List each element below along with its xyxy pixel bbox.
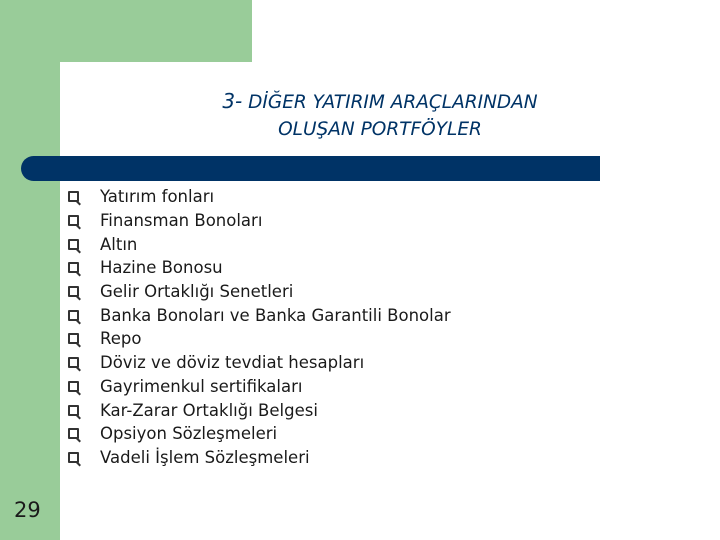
hollow-square-bullet-icon (68, 428, 79, 439)
list-item (68, 209, 451, 233)
list-item (68, 303, 451, 327)
hollow-square-bullet-icon (68, 333, 79, 344)
title-line-1 (100, 88, 660, 116)
list-item (68, 185, 451, 209)
list-item (68, 280, 451, 304)
title-number: 3- (222, 89, 243, 113)
bullet-list (68, 185, 451, 469)
list-item-text: Gayrimenkul sertifikaları (100, 376, 303, 396)
hollow-square-bullet-icon (68, 357, 79, 368)
green-top-band (0, 0, 252, 62)
list-item (68, 351, 451, 375)
list-item-text: Vadeli İşlem Sözleşmeleri (100, 447, 310, 467)
list-item (68, 327, 451, 351)
hollow-square-bullet-icon (68, 191, 79, 202)
list-item (68, 375, 451, 399)
green-side-band (0, 0, 60, 540)
list-item-text: Hazine Bonosu (100, 258, 223, 278)
hollow-square-bullet-icon (68, 310, 79, 321)
hollow-square-bullet-icon (68, 381, 79, 392)
hollow-square-bullet-icon (68, 405, 79, 416)
list-item (68, 422, 451, 446)
hollow-square-bullet-icon (68, 452, 79, 463)
hollow-square-bullet-icon (68, 262, 79, 273)
hollow-square-bullet-icon (68, 239, 79, 250)
list-item-text: Gelir Ortaklığı Senetleri (100, 282, 294, 302)
list-item (68, 446, 451, 470)
hollow-square-bullet-icon (68, 286, 79, 297)
list-item-text: Altın (100, 234, 138, 254)
list-item (68, 398, 451, 422)
list-item-text: Banka Bonoları ve Banka Garantili Bonolar (100, 305, 451, 325)
list-item-text: Döviz ve döviz tevdiat hesapları (100, 353, 365, 373)
title-divider-bar (21, 156, 600, 181)
page-number: 29 (14, 498, 41, 522)
list-item (68, 232, 451, 256)
list-item-text: Finansman Bonoları (100, 211, 263, 231)
slide-title (100, 88, 660, 143)
list-item (68, 256, 451, 280)
list-item-text: Repo (100, 329, 142, 349)
list-item-text: Kar-Zarar Ortaklığı Belgesi (100, 400, 318, 420)
title-text-1: DİĞER YATIRIM ARAÇLARINDAN (248, 92, 538, 113)
list-item-text: Opsiyon Sözleşmeleri (100, 424, 278, 444)
hollow-square-bullet-icon (68, 215, 79, 226)
list-item-text: Yatırım fonları (100, 187, 215, 207)
title-line-2: OLUŞAN PORTFÖYLER (278, 119, 482, 140)
